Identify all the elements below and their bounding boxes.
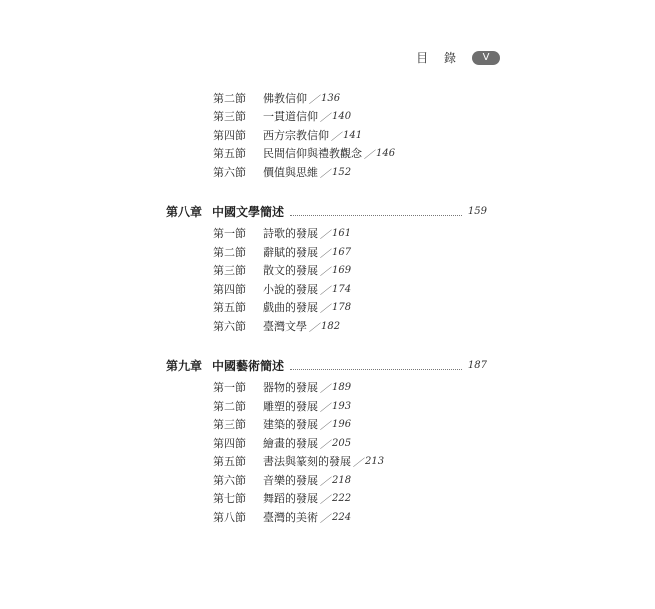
section-title: 價值與思維 [263, 166, 318, 179]
section-page: 193 [332, 400, 352, 412]
section-number: 第八節 [213, 511, 246, 524]
section-number: 第一節 [213, 227, 246, 240]
section-number: 第六節 [213, 320, 246, 333]
section-separator: ／ [309, 322, 319, 334]
toc-section-row[interactable] [213, 379, 351, 395]
section-separator: ／ [320, 420, 330, 432]
section-separator: ／ [364, 149, 374, 161]
section-title: 散文的發展 [263, 264, 318, 277]
toc-section-row[interactable] [213, 164, 351, 180]
toc-section-row[interactable] [213, 453, 384, 469]
section-title: 器物的發展 [263, 381, 318, 394]
section-separator: ／ [320, 402, 330, 414]
section-page: 174 [332, 283, 352, 295]
section-separator: ／ [309, 94, 319, 106]
section-page: 196 [332, 418, 352, 430]
toc-chapter-row[interactable] [166, 356, 487, 374]
section-separator: ／ [331, 131, 341, 143]
section-page: 140 [332, 110, 352, 122]
section-number: 第二節 [213, 400, 246, 413]
section-number: 第三節 [213, 418, 246, 431]
section-number: 第三節 [213, 264, 246, 277]
page-number-badge: V [472, 51, 500, 65]
section-separator: ／ [353, 457, 363, 469]
chapter-number: 第八章 [166, 204, 203, 219]
section-title: 西方宗教信仰 [263, 129, 329, 142]
section-page: 222 [332, 492, 352, 504]
section-separator: ／ [320, 476, 330, 488]
section-number: 第二節 [213, 92, 246, 105]
section-number: 第三節 [213, 110, 246, 123]
section-separator: ／ [320, 248, 330, 260]
chapter-page: 187 [467, 359, 487, 371]
section-page: 178 [332, 301, 352, 313]
section-title: 戲曲的發展 [263, 301, 318, 314]
section-title: 民間信仰與禮教觀念 [263, 147, 362, 160]
toc-section-row[interactable] [213, 108, 351, 124]
section-title: 雕塑的發展 [263, 400, 318, 413]
toc-section-row[interactable] [213, 490, 351, 506]
section-separator: ／ [320, 229, 330, 241]
toc-chapter-row[interactable] [166, 202, 487, 220]
chapter-title: 中國藝術簡述 [212, 358, 285, 373]
toc-section-row[interactable] [213, 299, 351, 315]
dot-leader [290, 206, 462, 216]
section-page: 218 [332, 474, 352, 486]
section-separator: ／ [320, 494, 330, 506]
toc-section-row[interactable] [213, 398, 351, 414]
section-number: 第四節 [213, 129, 246, 142]
section-title: 建築的發展 [263, 418, 318, 431]
section-separator: ／ [320, 112, 330, 124]
section-number: 第四節 [213, 283, 246, 296]
chapter-page: 159 [467, 205, 487, 217]
section-page: 169 [332, 264, 352, 276]
section-number: 第一節 [213, 381, 246, 394]
section-title: 臺灣的美術 [263, 511, 318, 524]
section-title: 舞蹈的發展 [263, 492, 318, 505]
toc-section-row[interactable] [213, 244, 351, 260]
section-separator: ／ [320, 266, 330, 278]
page-header [416, 49, 500, 66]
header-title: 目 錄 [416, 51, 462, 65]
section-number: 第二節 [213, 246, 246, 259]
section-number: 第五節 [213, 455, 246, 468]
section-title: 書法與篆刻的發展 [263, 455, 351, 468]
section-number: 第五節 [213, 301, 246, 314]
section-page: 136 [321, 92, 341, 104]
toc-section-row[interactable] [213, 416, 351, 432]
section-title: 臺灣文學 [263, 320, 307, 333]
section-separator: ／ [320, 285, 330, 297]
toc-section-row[interactable] [213, 509, 351, 525]
section-separator: ／ [320, 383, 330, 395]
section-number: 第四節 [213, 437, 246, 450]
toc-section-row[interactable] [213, 225, 351, 241]
toc-section-row[interactable] [213, 262, 351, 278]
section-page: 182 [321, 320, 341, 332]
section-page: 141 [343, 129, 363, 141]
section-title: 音樂的發展 [263, 474, 318, 487]
section-title: 繪畫的發展 [263, 437, 318, 450]
toc-section-row[interactable] [213, 90, 340, 106]
section-page: 189 [332, 381, 352, 393]
section-title: 詩歌的發展 [263, 227, 318, 240]
section-page: 213 [365, 455, 385, 467]
toc-section-row[interactable] [213, 281, 351, 297]
dot-leader [290, 360, 462, 370]
toc-section-row[interactable] [213, 145, 395, 161]
toc-section-row[interactable] [213, 472, 351, 488]
section-page: 205 [332, 437, 352, 449]
section-title: 辭賦的發展 [263, 246, 318, 259]
section-title: 小說的發展 [263, 283, 318, 296]
section-number: 第六節 [213, 474, 246, 487]
section-number: 第六節 [213, 166, 246, 179]
section-page: 152 [332, 166, 352, 178]
section-number: 第七節 [213, 492, 246, 505]
section-title: 佛教信仰 [263, 92, 307, 105]
toc-section-row[interactable] [213, 435, 351, 451]
chapter-number: 第九章 [166, 358, 203, 373]
section-page: 224 [332, 511, 352, 523]
chapter-title: 中國文學簡述 [212, 204, 285, 219]
section-page: 146 [376, 147, 396, 159]
section-separator: ／ [320, 303, 330, 315]
section-page: 167 [332, 246, 352, 258]
section-page: 161 [332, 227, 352, 239]
section-title: 一貫道信仰 [263, 110, 318, 123]
section-separator: ／ [320, 513, 330, 525]
section-separator: ／ [320, 168, 330, 180]
section-number: 第五節 [213, 147, 246, 160]
section-separator: ／ [320, 439, 330, 451]
toc-section-row[interactable] [213, 318, 340, 334]
toc-section-row[interactable] [213, 127, 362, 143]
